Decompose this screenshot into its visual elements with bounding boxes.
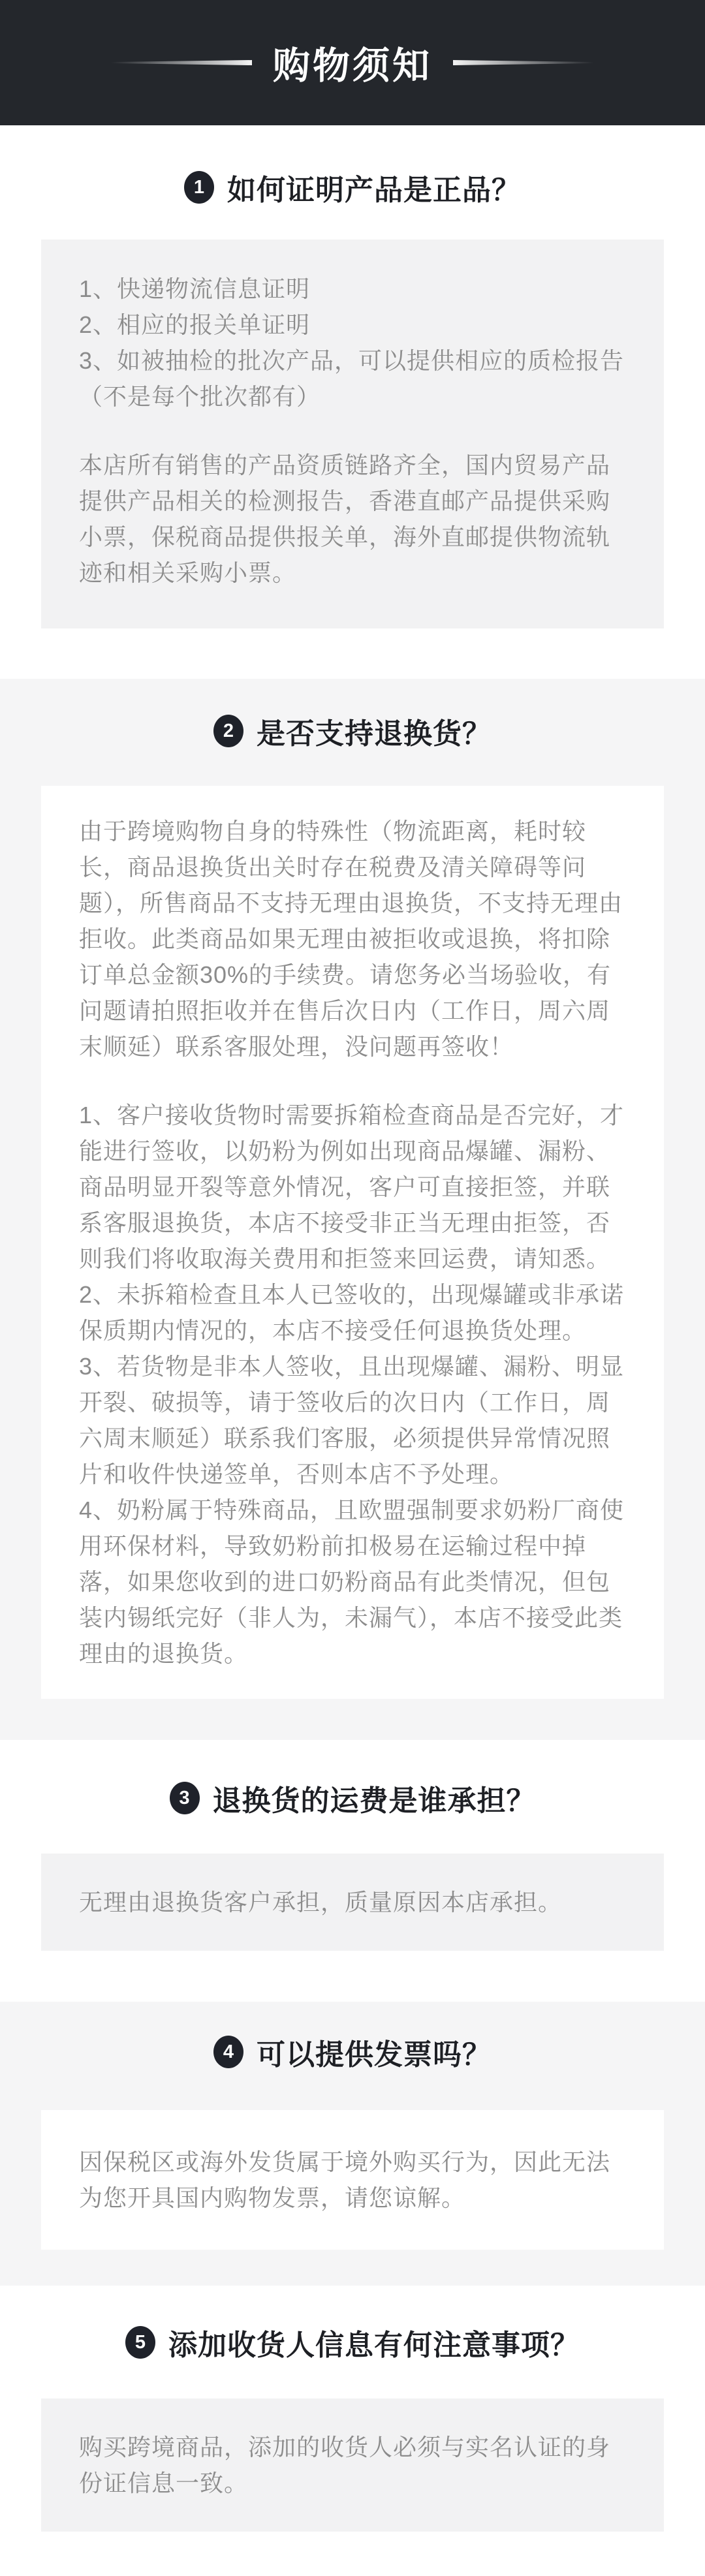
section-2-title-text: 是否支持退换货？: [257, 718, 492, 750]
returns-rule-list: [79, 1097, 626, 1671]
shipping-fee-paragraph: 无理由退换货客户承担，质量原因本店承担。: [79, 1889, 563, 1916]
invoice-paragraph: 因保税区或海外发货属于境外购买行为，因此无法为您开具国内购物发票，请您谅解。: [79, 2149, 611, 2211]
section-1-title: [0, 166, 705, 208]
section-3-title: [0, 1777, 705, 1819]
section-5-content-box: [41, 2398, 664, 2532]
proof-line: 1、快递物流信息证明: [79, 275, 311, 302]
section-returns-policy: [0, 679, 705, 1740]
returns-rule-item: 1、客户接收货物时需要拆箱检查商品是否完好，才能进行签收，以奶粉为例如出现商品爆罐、漏粉、商品明显开裂等意外情况，客户可直接拒签，并联系客服退换货，本店不接受非正当无理由拒签，否则我们将收取海关费用和拒签来回运费，请知悉。: [79, 1102, 625, 1272]
section-2-content-box: [41, 786, 664, 1699]
section-3-content-box: [41, 1854, 664, 1951]
section-5-title: [0, 2321, 705, 2363]
right-decorative-line-icon: [453, 60, 594, 65]
section-4-title: [0, 2031, 705, 2073]
section-consignee-info: [0, 2286, 705, 2576]
section-4-content-box: [41, 2110, 664, 2250]
returns-rule-item: 3、若货物是非本人签收，且出现爆罐、漏粉、明显开裂、破损等，请于签收后的次日内（工作日，周六周末顺延）联系我们客服，必须提供异常情况照片和收件快递签单，否则本店不予处理。: [79, 1353, 625, 1487]
section-1-number-badge: 1: [184, 171, 214, 204]
proof-line: 3、如被抽检的批次产品，可以提供相应的质检报告（不是每个批次都有）: [79, 347, 625, 410]
section-5-title-text: 添加收货人信息有何注意事项？: [168, 2329, 580, 2361]
section-invoice: [0, 2002, 705, 2286]
section-2-title: [0, 710, 705, 752]
section-3-title-text: 退换货的运费是谁承担？: [212, 1785, 536, 1817]
section-5-number-badge: 5: [125, 2326, 155, 2359]
returns-intro-paragraph: 由于跨境购物自身的特殊性（物流距离，耗时较长，商品退换货出关时存在税费及清关障碍等问题），所售商品不支持无理由退换货，不支持无理由拒收。此类商品如果无理由被拒收或退换，将扣除订单总金额30%的手续费。请您务必当场验收，有问题请拍照拒收并在售后次日内（工作日，周六周末顺延）联系客服处理，没问题再签收！: [79, 818, 623, 1060]
proof-line: 2、相应的报关单证明: [79, 311, 311, 338]
left-decorative-line-icon: [111, 60, 252, 65]
returns-rule-item: 2、未拆箱检查且本人已签收的，出现爆罐或非承诺保质期内情况的，本店不接受任何退换货处理。: [79, 1281, 625, 1344]
returns-rule-item: 4、奶粉属于特殊商品，且欧盟强制要求奶粉厂商使用环保材料，导致奶粉前扣极易在运输过程中掉落，如果您收到的进口奶粉商品有此类情况，但包装内锡纸完好（非人为，未漏气），本店不接受此类理由的退换货。: [79, 1497, 625, 1667]
consignee-paragraph: 购买跨境商品，添加的收货人必须与实名认证的身份证信息一致。: [79, 2434, 611, 2496]
section-4-title-text: 可以提供发票吗？: [257, 2039, 492, 2071]
header-banner: [0, 0, 705, 125]
section-return-shipping-fee: [0, 1740, 705, 1951]
section-3-number-badge: 3: [170, 1782, 200, 1814]
qualification-paragraph: 本店所有销售的产品资质链路齐全，国内贸易产品提供产品相关的检测报告，香港直邮产品提供采购小票，保税商品提供报关单，海外直邮提供物流轨迹和相关采购小票。: [79, 452, 611, 586]
section-2-number-badge: 2: [213, 715, 243, 747]
section-4-number-badge: 4: [213, 2036, 243, 2068]
section-authenticity: [0, 125, 705, 628]
section-1-title-text: 如何证明产品是正品？: [227, 174, 521, 206]
section-1-content-box: [41, 240, 664, 628]
page-title: 购物须知: [273, 45, 432, 87]
